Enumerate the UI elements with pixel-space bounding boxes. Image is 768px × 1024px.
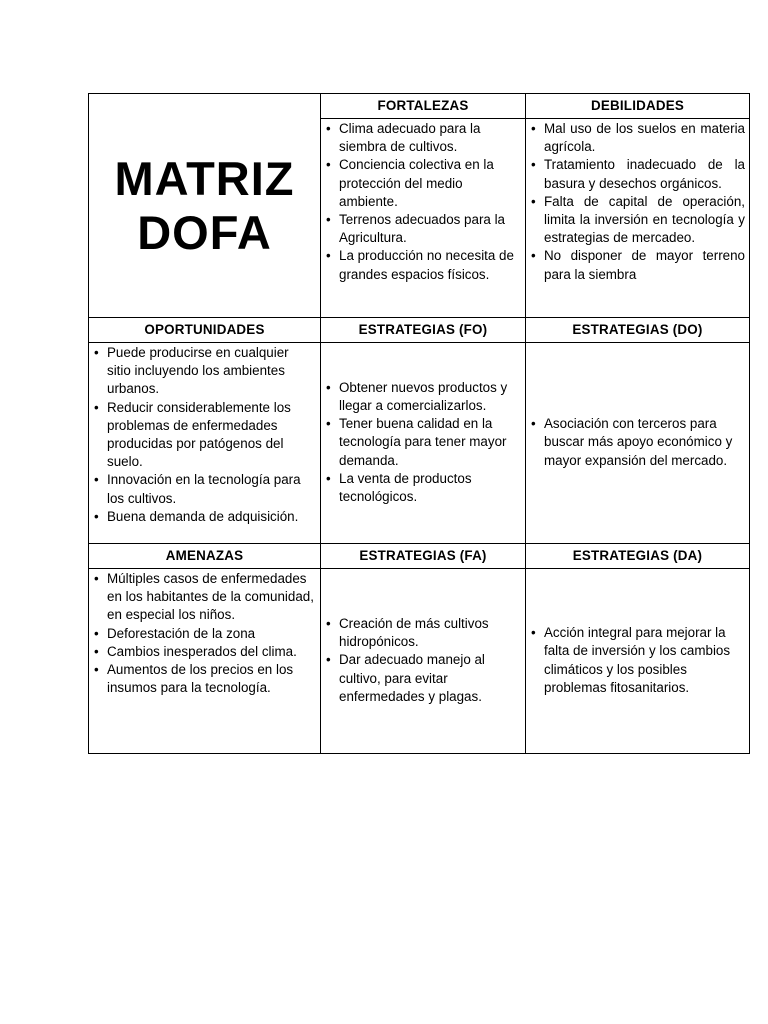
list-item: • Asociación con terceros para buscar más apoyo económico y mayor expansión del mercado. — [530, 415, 745, 470]
header-estrategias-do: ESTRATEGIAS (DO) — [526, 318, 750, 343]
list-item: • Creación de más cultivos hidropónicos. — [325, 615, 521, 651]
list-item: • Puede producirse en cualquier sitio incluyendo los ambientes urbanos. — [93, 344, 316, 399]
header-estrategias-da: ESTRATEGIAS (DA) — [526, 544, 750, 569]
list-item: • Terrenos adecuados para la Agricultura. — [325, 211, 521, 247]
list-item: • Tratamiento inadecuado de la basura y desechos orgánicos. — [530, 156, 745, 192]
cell-estrategias-da — [526, 569, 750, 754]
list-item: • Innovación en la tecnología para los cultivos. — [93, 471, 316, 507]
matrix-title-line1: MATRIZ — [114, 151, 295, 205]
row-oportunidades — [89, 343, 750, 544]
list-item: • Reducir considerablemente los problemas de enfermedades producidas por patógenos del suelo. — [93, 399, 316, 472]
list-item: • Aumentos de los precios en los insumos para la tecnología. — [93, 661, 316, 697]
list-estrategias-da — [526, 623, 749, 699]
list-estrategias-fo — [321, 378, 525, 508]
list-item: • Clima adecuado para la siembra de cultivos. — [325, 120, 521, 156]
header-estrategias-fa: ESTRATEGIAS (FA) — [321, 544, 526, 569]
header-amenazas: AMENAZAS — [89, 544, 321, 569]
list-item: • Mal uso de los suelos en materia agrícola. — [530, 120, 745, 156]
list-item: • Buena demanda de adquisición. — [93, 508, 316, 526]
list-amenazas — [89, 569, 320, 699]
list-item: • Falta de capital de operación, limita la inversión en tecnología y estrategias de mercadeo. — [530, 193, 745, 248]
list-estrategias-fa — [321, 614, 525, 708]
list-item: • Acción integral para mejorar la falta de inversión y los cambios climáticos y los posibles problemas fitosanitarios. — [530, 624, 745, 697]
list-oportunidades — [89, 343, 320, 528]
matrix-title-line2: DOFA — [137, 205, 272, 259]
header-oportunidades: OPORTUNIDADES — [89, 318, 321, 343]
list-item: • Obtener nuevos productos y llegar a comercializarlos. — [325, 379, 521, 415]
list-item: • Conciencia colectiva en la protección del medio ambiente. — [325, 156, 521, 211]
cell-amenazas — [89, 569, 321, 754]
list-debilidades — [526, 119, 749, 286]
header-estrategias-fo: ESTRATEGIAS (FO) — [321, 318, 526, 343]
cell-estrategias-fa — [321, 569, 526, 754]
list-item: • La venta de productos tecnológicos. — [325, 470, 521, 506]
list-item: • No disponer de mayor terreno para la siembra — [530, 247, 745, 283]
cell-estrategias-do — [526, 343, 750, 544]
list-item: • La producción no necesita de grandes espacios físicos. — [325, 247, 521, 283]
cell-fortalezas — [321, 119, 526, 318]
header-row-fortalezas-debilidades — [89, 94, 750, 119]
list-item: • Tener buena calidad en la tecnología para tener mayor demanda. — [325, 415, 521, 470]
cell-estrategias-fo — [321, 343, 526, 544]
list-fortalezas — [321, 119, 525, 286]
header-row-amenazas — [89, 544, 750, 569]
cell-debilidades — [526, 119, 750, 318]
list-item: • Múltiples casos de enfermedades en los habitantes de la comunidad, en especial los niños. — [93, 570, 316, 625]
header-fortalezas: FORTALEZAS — [321, 94, 526, 119]
matrix-title-cell — [89, 94, 321, 318]
header-debilidades: DEBILIDADES — [526, 94, 750, 119]
dofa-matrix-table — [88, 93, 750, 754]
list-item: • Deforestación de la zona — [93, 625, 316, 643]
cell-oportunidades — [89, 343, 321, 544]
row-amenazas — [89, 569, 750, 754]
header-row-oportunidades — [89, 318, 750, 343]
list-item: • Cambios inesperados del clima. — [93, 643, 316, 661]
list-estrategias-do — [526, 414, 749, 472]
list-item: • Dar adecuado manejo al cultivo, para evitar enfermedades y plagas. — [325, 651, 521, 706]
